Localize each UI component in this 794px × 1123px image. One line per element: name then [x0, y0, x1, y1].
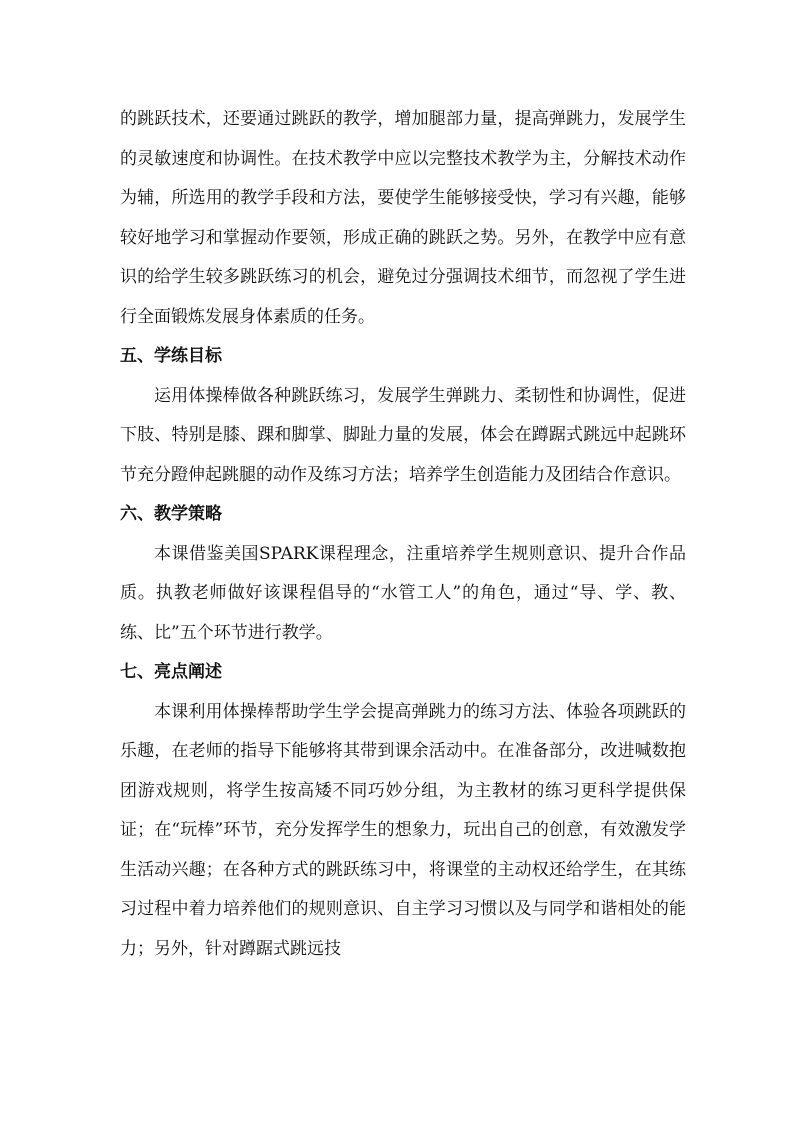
section-heading-learning-goals: 五、学练目标: [120, 346, 222, 366]
highlights-paragraph: 本课利用体操棒帮助学生学会提高弹跳力的练习方法、体验各项跳跃的乐趣，在老师的指导下能够将其带到课余活动中。在准备部分，改进喊数抱团游戏规则，将学生按高矮不同巧妙分组，为主教材的练习更科学提供保证；在“玩棒”环节，充分发挥学生的想象力，玩出自己的创意，有效激发学生活动兴趣；在各种方式的跳跃练习中，将课堂的主动权还给学生，在其练习过程中着力培养他们的规则意识、自主学习习惯以及与同学和谐相处的能力；另外，针对蹲踞式跳远技: [120, 701, 686, 959]
teaching-strategy-paragraph: 本课借鉴美国SPARK课程理念，注重培养学生规则意识、提升合作品质。执教老师做好该课程倡导的“水管工人”的角色，通过“导、学、教、练、比”五个环节进行教学。: [120, 543, 686, 643]
section-heading-teaching-strategy: 六、教学策略: [120, 504, 222, 524]
document-body: [120, 100, 686, 969]
section-heading-highlights: 七、亮点阐述: [120, 662, 222, 682]
learning-goals-paragraph: 运用体操棒做各种跳跃练习，发展学生弹跳力、柔韧性和协调性，促进下肢、特别是膝、踝和脚掌、脚趾力量的发展，体会在蹲踞式跳远中起跳环节充分蹬伸起跳腿的动作及练习方法；培养学生创造能力及团结合作意识。: [120, 385, 686, 485]
intro-paragraph: 的跳跃技术，还要通过跳跃的教学，增加腿部力量，提高弹跳力，发展学生的灵敏速度和协调性。在技术教学中应以完整技术教学为主，分解技术动作为辅，所选用的教学手段和方法，要使学生能够接受快，学习有兴趣，能够较好地学习和掌握动作要领，形成正确的跳跃之势。另外，在教学中应有意识的给学生较多跳跃练习的机会，避免过分强调技术细节，而忽视了学生进行全面锻炼发展身体素质的任务。: [120, 109, 686, 327]
